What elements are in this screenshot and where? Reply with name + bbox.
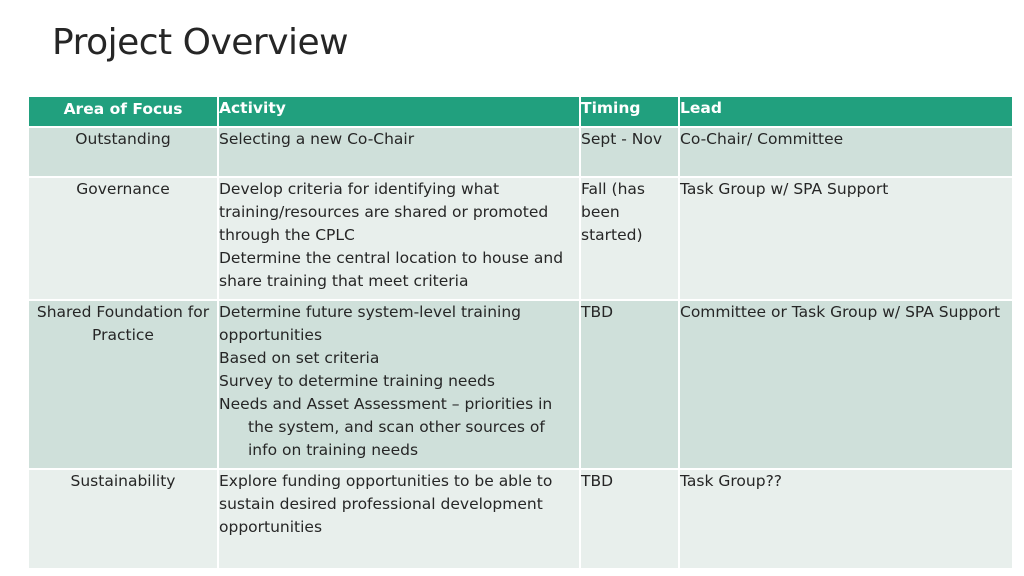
- timing-cell: Sept - Nov: [580, 127, 679, 177]
- timing-cell: TBD: [580, 469, 679, 569]
- area-cell: Governance: [28, 177, 218, 300]
- project-overview-table: [27, 95, 1014, 570]
- header-lead: Lead: [679, 96, 1013, 127]
- activity-line-indented: the system, and scan other sources of: [248, 418, 545, 436]
- timing-cell: TBD: [580, 300, 679, 469]
- activity-cell: [218, 469, 580, 569]
- lead-cell: Task Group??: [679, 469, 1013, 569]
- area-cell: Outstanding: [28, 127, 218, 177]
- activity-line: Needs and Asset Assessment – priorities in: [219, 395, 553, 413]
- area-cell: Shared Foundation for Practice: [28, 300, 218, 469]
- activity-line-indented: info on training needs: [248, 441, 419, 459]
- activity-cell: [218, 177, 580, 300]
- table-row: [28, 300, 1013, 469]
- activity-line: Explore funding opportunities to be able to sustain desired professional development opportunities: [219, 472, 553, 536]
- table-header-row: [28, 96, 1013, 127]
- area-cell: Sustainability: [28, 469, 218, 569]
- lead-cell: Committee or Task Group w/ SPA Support: [679, 300, 1013, 469]
- slide-title: Project Overview: [52, 22, 349, 63]
- activity-line: Develop criteria for identifying what training/resources are shared or promoted through the CPLC: [219, 180, 549, 244]
- activity-line: Determine the central location to house and share training that meet criteria: [219, 249, 564, 290]
- header-area-of-focus: Area of Focus: [28, 96, 218, 127]
- lead-cell: Task Group w/ SPA Support: [679, 177, 1013, 300]
- lead-cell: Co-Chair/ Committee: [679, 127, 1013, 177]
- table-row: [28, 177, 1013, 300]
- activity-line: Determine future system-level training opportunities: [219, 303, 522, 344]
- table-row: [28, 127, 1013, 177]
- activity-cell: [218, 127, 580, 177]
- header-activity: Activity: [218, 96, 580, 127]
- timing-cell: Fall (has been started): [580, 177, 679, 300]
- activity-line: Selecting a new Co-Chair: [219, 130, 415, 148]
- table-row: [28, 469, 1013, 569]
- activity-line: Survey to determine training needs: [219, 372, 495, 390]
- header-timing: Timing: [580, 96, 679, 127]
- activity-line: Based on set criteria: [219, 349, 380, 367]
- activity-cell: [218, 300, 580, 469]
